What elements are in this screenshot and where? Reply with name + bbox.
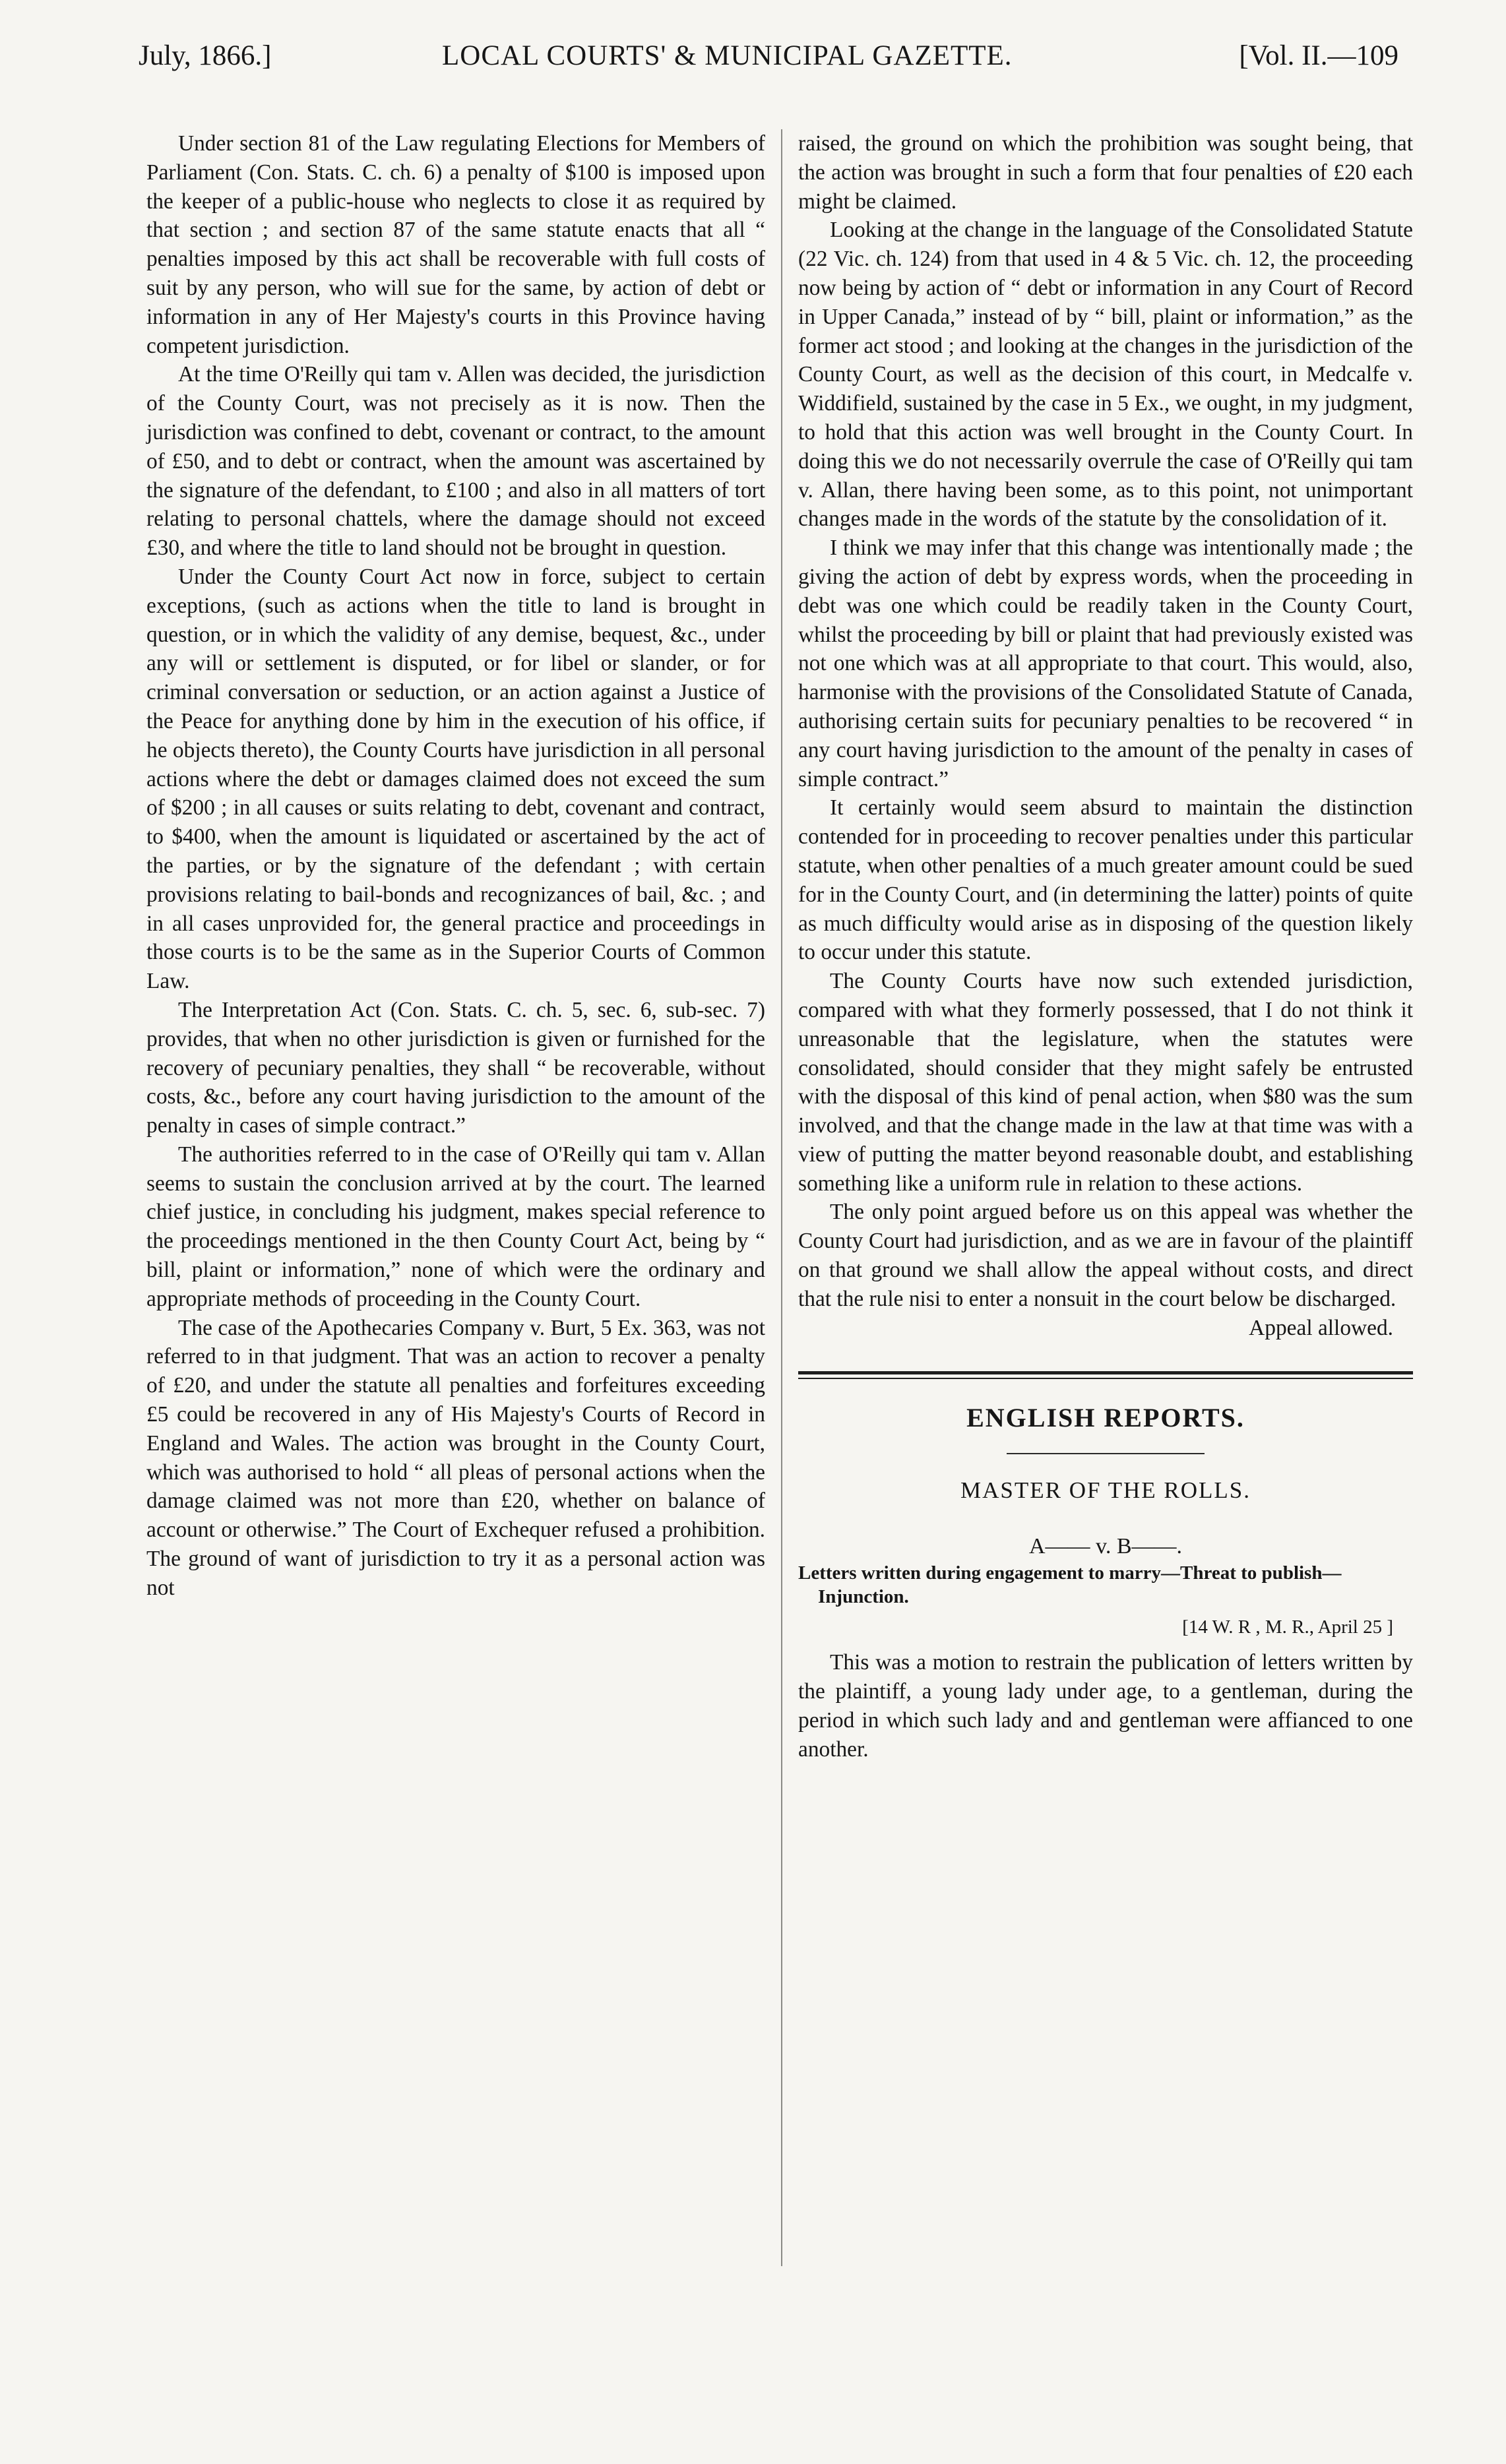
paragraph: The County Courts have now such extended jurisdiction, compared with what they formerly possessed, that I do not think it unreasonable that the legislature, when the statutes were consolidated, should consider that they might safely be entrusted with the disposal of this kind of penal action, when $80 was the sum involved, and that the change made in the law at that time was with a view of putting the matter beyond reasonable doubt, and establishing something like a uniform rule in relation to these actions. [798,969,1413,1196]
paragraph: Under section 81 of the Law regulating Elections for Members of Parliament (Con. Stats. C. ch. 6) a penalty of $100 is imposed upon the keeper of a public-house who neglects to close it as required by that section ; and section 87 of the same statute enacts that all “ penalties imposed by this act shall be recoverable with full costs of suit by any person, who will sue for the same, by action of debt or information in any of Her Majesty's courts in this Province having competent jurisdiction. [146,131,765,358]
heading-rule [1007,1453,1205,1454]
section-divider [798,1371,1413,1379]
paragraph: This was a motion to restrain the publication of letters written by the plaintiff, a young lady under age, to a gentleman, during the period in which such lady and and gentleman were affianced to one another. [798,1650,1413,1762]
paragraph: Looking at the change in the language of the Consolidated Statute (22 Vic. ch. 124) from that used in 4 & 5 Vic. ch. 12, the proceeding now being by action of “ debt or information in any Court of Record in Upper Canada,” instead of by “ bill, plaint or information,” as the former act stood ; and looking at the changes in the jurisdiction of the County Court, as well as the decision of this court, in Medcalfe v. Widdifield, sustained by the case in 5 Ex., we ought, in my judgment, to hold that this action was well brought in the County Court. In doing this we do not necessarily overrule the case of O'Reilly qui tam v. Allan, there having been some, as to this point, not unimportant changes made in the words of the statute by the consolidation of it. [798,218,1413,532]
case-title: A—— v. B——. [1028,1534,1183,1559]
paragraph: The case of the Apothecaries Company v. Burt, 5 Ex. 363, was not referred to in that judgment. That was an action to recover a penalty of £20, and under the statute all penalties and forfeitures exceeding £5 could be recovered in any of His Majesty's Courts of Record in England and Wales. The action was brought in the County Court, which was authorised to hold “ all pleas of personal actions when the damage claimed was not more than £20, whether on balance of account or otherwise.” The Court of Exchequer refused a prohibition. The ground of want of jurisdiction to try it as a personal action was not [146,1315,765,1600]
paragraph: At the time O'Reilly qui tam v. Allen was decided, the jurisdiction of the County Court, was not precisely as it is now. Then the jurisdiction was confined to debt, covenant or contract, to the amount of £50, and to debt or contract, when the amount was ascertained by the signature of the defendant, to £100 ; and also in all matters of tort relating to personal chattels, where the damage should not exceed £30, and where the title to land should not be brought in question. [146,362,765,561]
judgment-signoff: Appeal allowed. [1249,1315,1393,1340]
right-column [798,129,1413,2306]
left-column [146,129,765,2312]
section-heading: ENGLISH REPORTS. [966,1403,1245,1433]
court-heading: MASTER OF THE ROLLS. [960,1477,1251,1504]
header-volume: [Vol. II.—109 [1239,40,1398,71]
column-divider [781,129,782,2266]
citation: [14 W. R , M. R., April 25 ] [1182,1617,1393,1638]
header-date: July, 1866.] [139,40,272,71]
running-header [132,40,1398,92]
header-title: LOCAL COURTS' & MUNICIPAL GAZETTE. [442,40,1013,71]
paragraph: The Interpretation Act (Con. Stats. C. ch. 5, sec. 6, sub-sec. 7) provides, that when no other jurisdiction is given or furnished for the recovery of pecuniary penalties, they shall “ be recoverable, without costs, &c., before any court having jurisdiction to the amount of the penalty in cases of simple contract.” [146,997,765,1138]
paragraph: The authorities referred to in the case of O'Reilly qui tam v. Allan seems to sustain the conclusion arrived at by the court. The learned chief justice, in concluding his judgment, makes special reference to the proceedings mentioned in the then County Court Act, being by “ bill, plaint or information,” none of which were the ordinary and appropriate methods of proceeding in the County Court. [146,1142,765,1311]
paragraph: I think we may infer that this change was intentionally made ; the giving the action of debt by express words, when the proceeding in debt was one which could be readily taken in the County Court, whilst the proceeding by bill or plaint that had previously existed was not one which was at all appropriate to that court. This would, also, harmonise with the provisions of the Consolidated Statute of Canada, authorising certain suits for pecuniary penalties to be recovered “ in any court having jurisdiction to the amount of the penalty in cases of simple contract.” [798,536,1413,791]
paragraph: It certainly would seem absurd to maintain the distinction contended for in proceeding to recover penalties under this particular statute, when other penalties of a much greater amount could be sued for in the County Court, and (in determining the latter) points of quite as much difficulty would arise as in disposing of the question likely to occur under this statute. [798,795,1413,965]
paragraph: raised, the ground on which the prohibition was sought being, that the action was brought in such a form that four penalties of £20 each might be claimed. [798,131,1413,214]
paragraph: The only point argued before us on this appeal was whether the County Court had jurisdiction, and as we are in favour of the plaintiff on that ground we shall allow the appeal without costs, and direct that the rule nisi to enter a nonsuit in the court below be discharged. [798,1200,1413,1311]
headnote: Letters written during engagement to marry—Threat to publish—Injunction. [798,1562,1342,1608]
paragraph: Under the County Court Act now in force, subject to certain exceptions, (such as actions when the title to land is brought in question, or in which the validity of any demise, bequest, &c., under any will or settlement is disputed, or for libel or slander, or for criminal conversation or seduction, or an action against a Justice of the Peace for anything done by him in the execution of his office, if he objects thereto), the County Courts have jurisdiction in all personal actions where the debt or damages claimed does not exceed the sum of $200 ; in all causes or suits relating to debt, covenant and contract, to $400, when the amount is liquidated or ascertained by the act of the parties, or by the signature of the defendant ; with certain provisions relating to bail-bonds and recognizances of bail, &c. ; and in all cases unprovided for, the general practice and proceedings in those courts is to be the same as in the Superior Courts of Common Law. [146,564,765,994]
